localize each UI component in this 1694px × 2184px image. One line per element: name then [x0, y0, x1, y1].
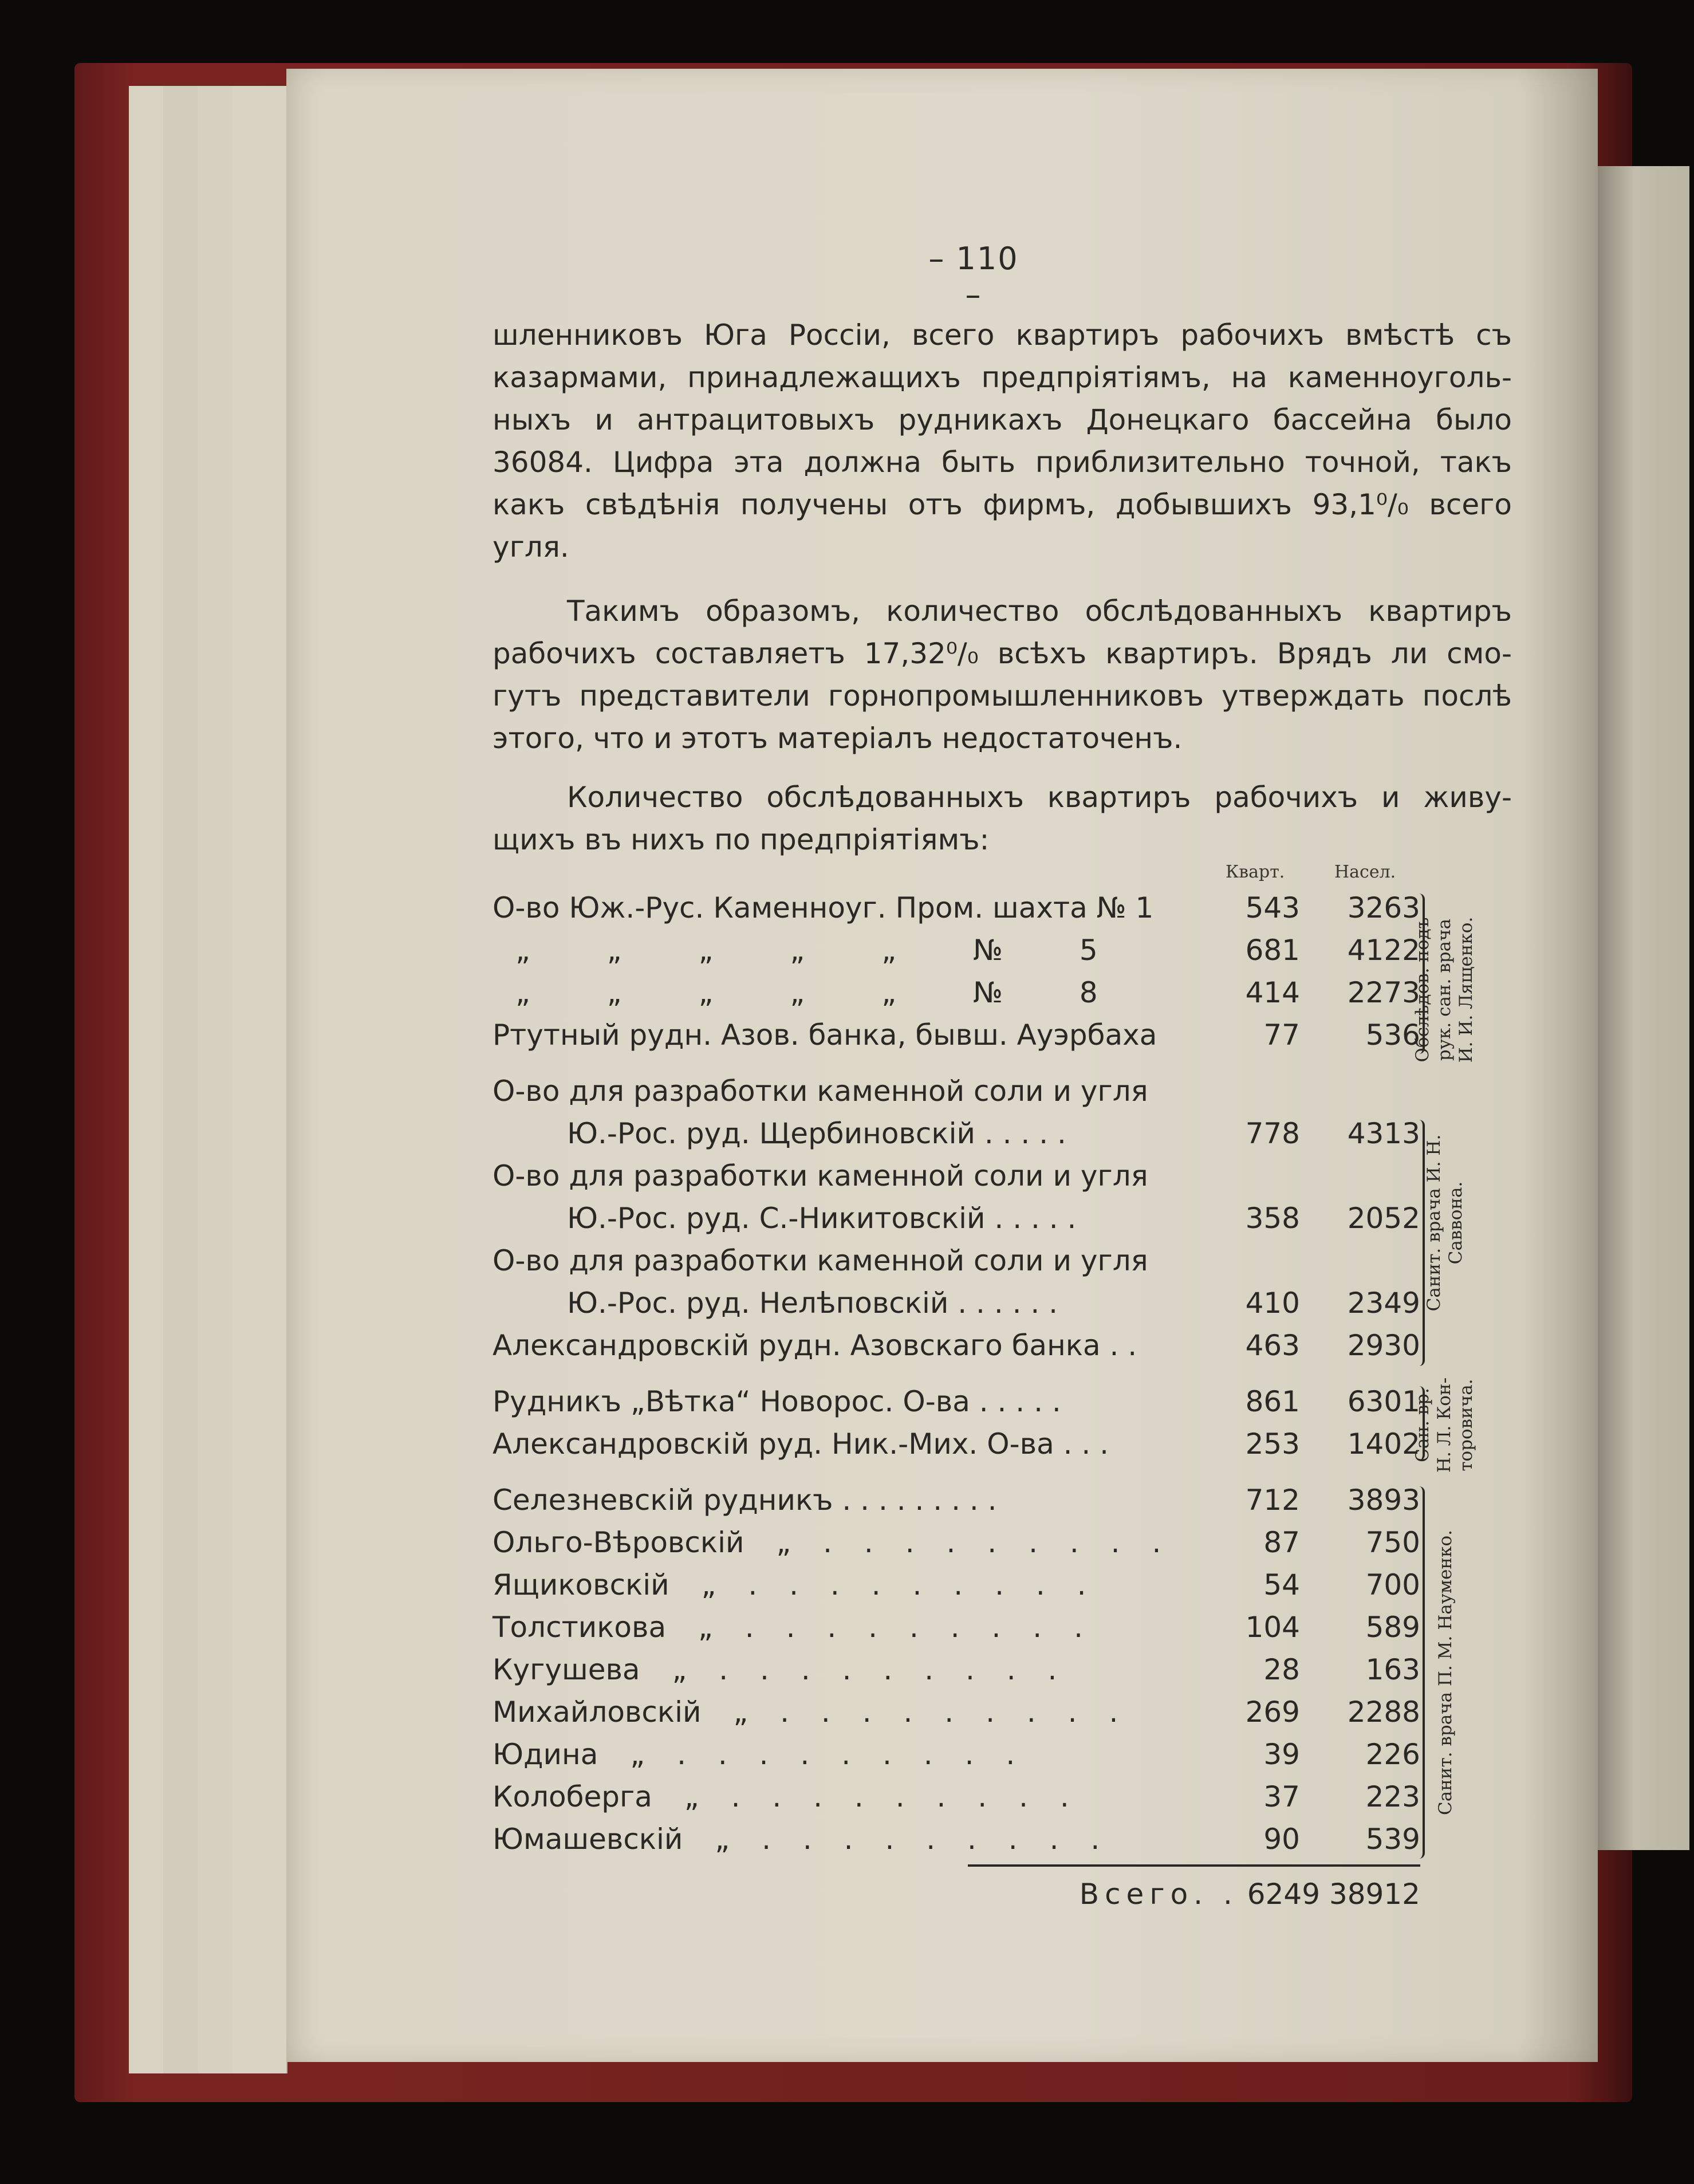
- table-row: [493, 1423, 1420, 1465]
- page-stack-edge: [163, 86, 199, 2073]
- total-row: [1025, 1873, 1420, 1915]
- row-kvart: 77: [1263, 1018, 1300, 1052]
- table-row: [493, 1691, 1420, 1733]
- column-header-nasel: Насел.: [1334, 862, 1396, 882]
- row-kvart: 543: [1245, 891, 1300, 924]
- row-nasel: 163: [1365, 1653, 1420, 1686]
- row-kvart: 681: [1245, 934, 1300, 967]
- row-kvart: 39: [1263, 1738, 1300, 1771]
- table-row: [493, 929, 1420, 971]
- row-nasel: 4122: [1347, 934, 1420, 967]
- row-name: Селезневскій рудникъ . . . . . . . . .: [493, 1483, 997, 1517]
- row-kvart: 414: [1245, 976, 1300, 1009]
- row-nasel: 4313: [1347, 1117, 1420, 1150]
- table-row: [493, 1324, 1420, 1367]
- row-kvart: 463: [1245, 1329, 1300, 1362]
- side-note: [1423, 1114, 1469, 1332]
- text-line: гутъ представители горнопромышленниковъ утверждать послѣ: [493, 679, 1512, 713]
- row-kvart: 37: [1263, 1780, 1300, 1813]
- paragraph-2: [493, 590, 1512, 760]
- row-nasel: 2349: [1347, 1286, 1420, 1320]
- table-row: [493, 1282, 1420, 1324]
- table-row: [493, 1070, 1420, 1112]
- text-line: 36084. Цифра эта должна быть приблизительно точной, такъ: [493, 446, 1512, 479]
- table-row: [493, 1112, 1420, 1155]
- row-name: Ю.-Рос. руд. С.-Никитовскій . . . . .: [567, 1202, 1077, 1235]
- side-note-text: Сан. вр. Н. Л. Кон- торовича.: [1412, 1377, 1476, 1473]
- side-note-text: Обслѣдов. подъ рук. сан. врача И. И. Лященко.: [1412, 916, 1476, 1063]
- row-nasel: 2288: [1347, 1695, 1420, 1729]
- row-name: О-во Юж.-Рус. Каменноуг. Пром. шахта № 1: [493, 891, 1154, 924]
- row-name: О-во для разработки каменной соли и угля: [493, 1075, 1148, 1108]
- table-row: [493, 1479, 1420, 1521]
- table-row: [493, 1155, 1420, 1197]
- page-stack-edge: [198, 86, 233, 2073]
- row-name: Александровскій рудн. Азовскаго банка . .: [493, 1329, 1137, 1362]
- row-name: Ольго-Вѣровскій „ . . . . . . . . .: [493, 1526, 1161, 1559]
- table-row: [493, 1648, 1420, 1691]
- row-kvart: 253: [1245, 1427, 1300, 1461]
- table-row: [493, 1014, 1420, 1056]
- row-nasel: 700: [1365, 1568, 1420, 1601]
- table-row: [493, 1606, 1420, 1648]
- text-line: щихъ въ нихъ по предпріятіямъ:: [493, 823, 990, 856]
- row-name: Юдина „ . . . . . . . . .: [493, 1738, 1015, 1771]
- row-name: Колоберга „ . . . . . . . . .: [493, 1780, 1069, 1813]
- side-note: [1435, 1489, 1457, 1856]
- table-row: [493, 1380, 1420, 1423]
- row-nasel: 589: [1365, 1611, 1420, 1644]
- row-kvart: 104: [1245, 1611, 1300, 1644]
- total-rule: [968, 1864, 1420, 1867]
- page-stack-edge: [232, 86, 287, 2073]
- facing-page-edge: [1598, 166, 1689, 1850]
- text-line: угля.: [493, 530, 569, 564]
- row-nasel: 1402: [1347, 1427, 1420, 1461]
- row-kvart: 712: [1245, 1483, 1300, 1517]
- table-row: [493, 887, 1420, 929]
- row-kvart: 358: [1245, 1202, 1300, 1235]
- row-nasel: 223: [1365, 1780, 1420, 1813]
- column-header-kvart: Кварт.: [1226, 862, 1285, 882]
- group-brace: [1415, 1486, 1425, 1859]
- side-note-text: Санит. врача П. М. Науменко.: [1435, 1530, 1456, 1815]
- row-name: Кугушева „ . . . . . . . . .: [493, 1653, 1057, 1686]
- row-nasel: 226: [1365, 1738, 1420, 1771]
- total-kvart: 6249: [1247, 1878, 1321, 1911]
- row-nasel: 6301: [1347, 1385, 1420, 1418]
- row-nasel: 750: [1365, 1526, 1420, 1559]
- row-kvart: 90: [1263, 1823, 1300, 1856]
- row-nasel: 2273: [1347, 976, 1420, 1009]
- row-kvart: 54: [1263, 1568, 1300, 1601]
- row-nasel: 3263: [1347, 891, 1420, 924]
- row-nasel: 2052: [1347, 1202, 1420, 1235]
- text-line: рабочихъ составляетъ 17,32⁰/₀ всѣхъ квартиръ. Врядъ ли смо-: [493, 637, 1512, 670]
- row-name: „ „ „ „ „ № 8: [515, 976, 1098, 1009]
- side-note-text: Санит. врача И. Н. Саввона.: [1424, 1134, 1466, 1312]
- paragraph-3: [493, 776, 1512, 861]
- row-kvart: 87: [1263, 1526, 1300, 1559]
- row-name: Юмашевскій „ . . . . . . . . .: [493, 1823, 1100, 1856]
- row-kvart: 778: [1245, 1117, 1300, 1150]
- row-nasel: 3893: [1347, 1483, 1420, 1517]
- row-name: Михайловскій „ . . . . . . . . .: [493, 1695, 1118, 1729]
- total-nasel: 38912: [1329, 1878, 1420, 1911]
- page-stack-edge: [129, 86, 164, 2073]
- text-line: Количество обслѣдованныхъ квартиръ рабочихъ и живу-: [567, 781, 1512, 814]
- table-row: [493, 1564, 1420, 1606]
- row-name: О-во для разработки каменной соли и угля: [493, 1244, 1148, 1277]
- side-note: [1412, 901, 1480, 1079]
- row-nasel: 536: [1365, 1018, 1420, 1052]
- table-row: [493, 1818, 1420, 1860]
- paragraph-1: [493, 314, 1512, 568]
- text-line: шленниковъ Юга Россіи, всего квартиръ рабочихъ вмѣстѣ съ: [493, 318, 1512, 352]
- row-kvart: 861: [1245, 1385, 1300, 1418]
- total-label: Всего. .: [1079, 1878, 1238, 1911]
- row-name: Ртутный рудн. Азов. банка, бывш. Ауэрбаха: [493, 1018, 1157, 1052]
- table-row: [493, 971, 1420, 1014]
- row-name: Толстикова „ . . . . . . . . .: [493, 1611, 1083, 1644]
- text-line: ныхъ и антрацитовыхъ рудникахъ Донецкаго бассейна было: [493, 403, 1512, 436]
- table-row: [493, 1197, 1420, 1239]
- text-line: этого, что и этотъ матеріалъ недостаточенъ.: [493, 722, 1183, 755]
- row-name: Александровскій руд. Ник.-Мих. О-ва . . .: [493, 1427, 1109, 1461]
- row-nasel: 539: [1365, 1823, 1420, 1856]
- table-row: [493, 1521, 1420, 1564]
- page-number: – 110 –: [928, 241, 1019, 313]
- table-row: [493, 1239, 1420, 1282]
- row-kvart: 269: [1245, 1695, 1300, 1729]
- text-line: казармами, принадлежащихъ предпріятіямъ, на каменноуголь-: [493, 361, 1512, 394]
- row-nasel: 2930: [1347, 1329, 1420, 1362]
- table-row: [493, 1776, 1420, 1818]
- row-name: Ю.-Рос. руд. Нелѣповскій . . . . . .: [567, 1286, 1058, 1320]
- row-name: Ящиковскій „ . . . . . . . . .: [493, 1568, 1086, 1601]
- text-line: какъ свѣдѣнія получены отъ фирмъ, добывшихъ 93,1⁰/₀ всего: [493, 488, 1512, 521]
- row-name: „ „ „ „ „ № 5: [515, 934, 1098, 967]
- table-row: [493, 1733, 1420, 1776]
- row-kvart: 410: [1245, 1286, 1300, 1320]
- text-line: Такимъ образомъ, количество обслѣдованныхъ квартиръ: [567, 595, 1512, 628]
- row-name: Ю.-Рос. руд. Щербиновскій . . . . .: [567, 1117, 1066, 1150]
- row-kvart: 28: [1263, 1653, 1300, 1686]
- row-name: О-во для разработки каменной соли и угля: [493, 1159, 1148, 1193]
- row-name: Рудникъ „Вѣтка“ Новорос. О-ва . . . . .: [493, 1385, 1061, 1418]
- side-note: [1412, 1359, 1480, 1491]
